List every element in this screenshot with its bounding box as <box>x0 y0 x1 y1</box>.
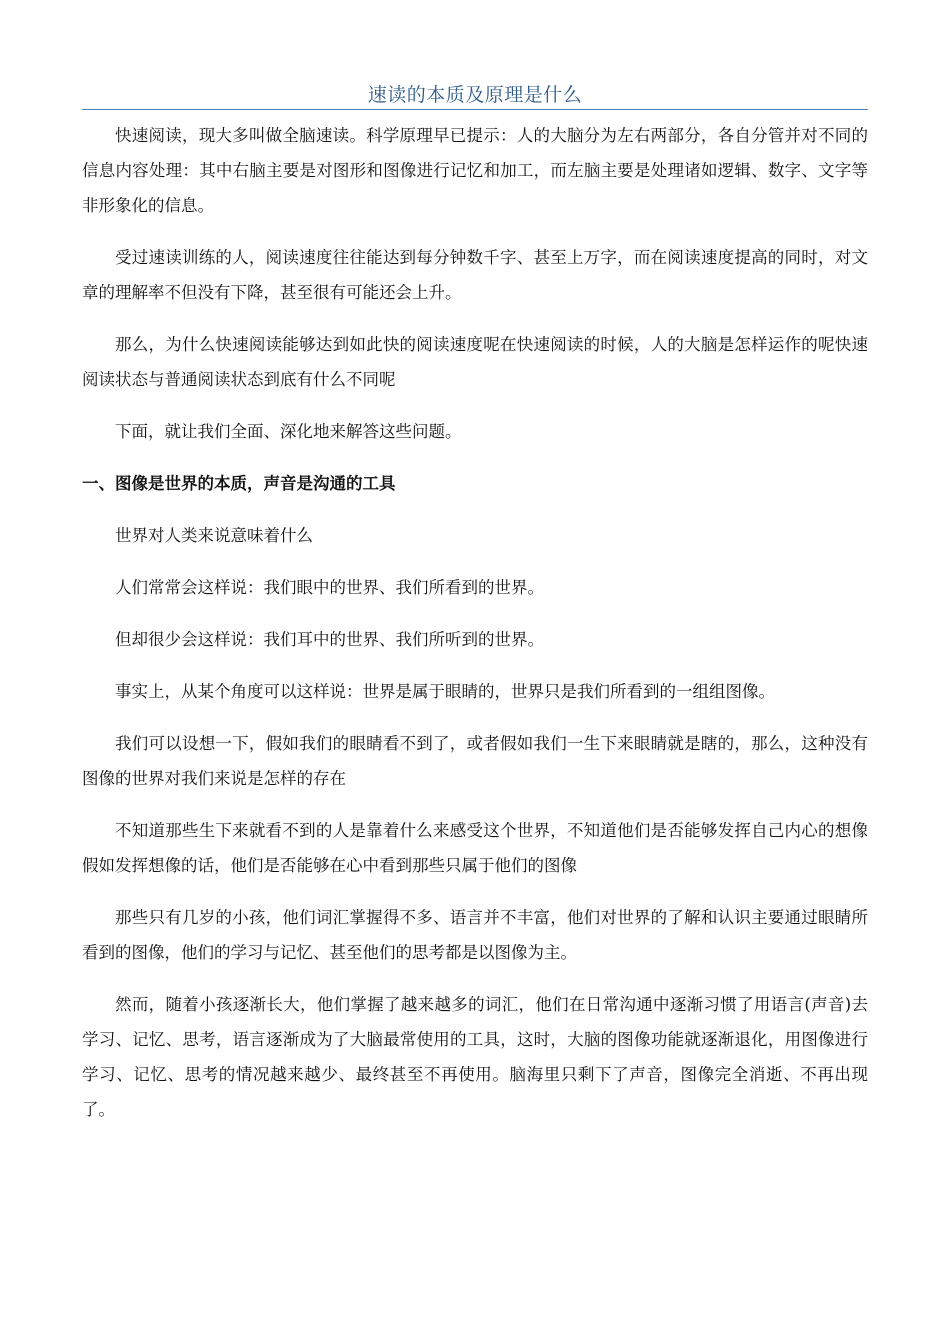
paragraph-born-blind: 不知道那些生下来就看不到的人是靠着什么来感受这个世界，不知道他们是否能够发挥自己内心的想像假如发挥想像的话，他们是否能够在心中看到那些只属于他们的图像 <box>82 821 868 875</box>
paragraph-world-images: 事实上，从某个角度可以这样说：世界是属于眼睛的，世界只是我们所看到的一组组图像。 <box>115 682 775 701</box>
paragraph-growing-up: 然而，随着小孩逐渐长大，他们掌握了越来越多的词汇，他们在日常沟通中逐渐习惯了用语言(声音)去学习、记忆、思考，语言逐渐成为了大脑最常使用的工具，这时，大脑的图像功能就逐渐退化，用图像进行学习、记忆、思考的情况越来越少、最终甚至不再使用。脑海里只剩下了声音，图像完全消逝、不再出现了。 <box>82 995 868 1119</box>
paragraph-ears-world: 但却很少会这样说：我们耳中的世界、我们所听到的世界。 <box>115 630 544 649</box>
paragraph-transition: 下面，就让我们全面、深化地来解答这些问题。 <box>115 422 462 441</box>
paragraph-blind-imagine: 我们可以设想一下，假如我们的眼睛看不到了，或者假如我们一生下来眼睛就是瞎的，那么，这种没有图像的世界对我们来说是怎样的存在 <box>82 734 868 788</box>
document-body <box>82 118 868 1144</box>
paragraph-question: 那么，为什么快速阅读能够达到如此快的阅读速度呢在快速阅读的时候，人的大脑是怎样运作的呢快速阅读状态与普通阅读状态到底有什么不同呢 <box>82 335 868 389</box>
paragraph-eyes-world: 人们常常会这样说：我们眼中的世界、我们所看到的世界。 <box>115 578 544 597</box>
paragraph-training: 受过速读训练的人，阅读速度往往能达到每分钟数千字、甚至上万字，而在阅读速度提高的同时，对文章的理解率不但没有下降，甚至很有可能还会上升。 <box>82 248 868 302</box>
paragraph-intro: 快速阅读，现大多叫做全脑速读。科学原理早已提示：人的大脑分为左右两部分，各自分管并对不同的信息内容处理：其中右脑主要是对图形和图像进行记忆和加工，而左脑主要是处理诸如逻辑、数字、文字等非形象化的信息。 <box>82 126 868 215</box>
paragraph-world-meaning: 世界对人类来说意味着什么 <box>115 526 313 545</box>
title-underline <box>82 109 868 110</box>
paragraph-children: 那些只有几岁的小孩，他们词汇掌握得不多、语言并不丰富，他们对世界的了解和认识主要通过眼睛所看到的图像，他们的学习与记忆、甚至他们的思考都是以图像为主。 <box>82 908 868 962</box>
document-title: 速读的本质及原理是什么 <box>367 84 583 106</box>
section-heading: 一、图像是世界的本质，声音是沟通的工具 <box>82 474 396 493</box>
